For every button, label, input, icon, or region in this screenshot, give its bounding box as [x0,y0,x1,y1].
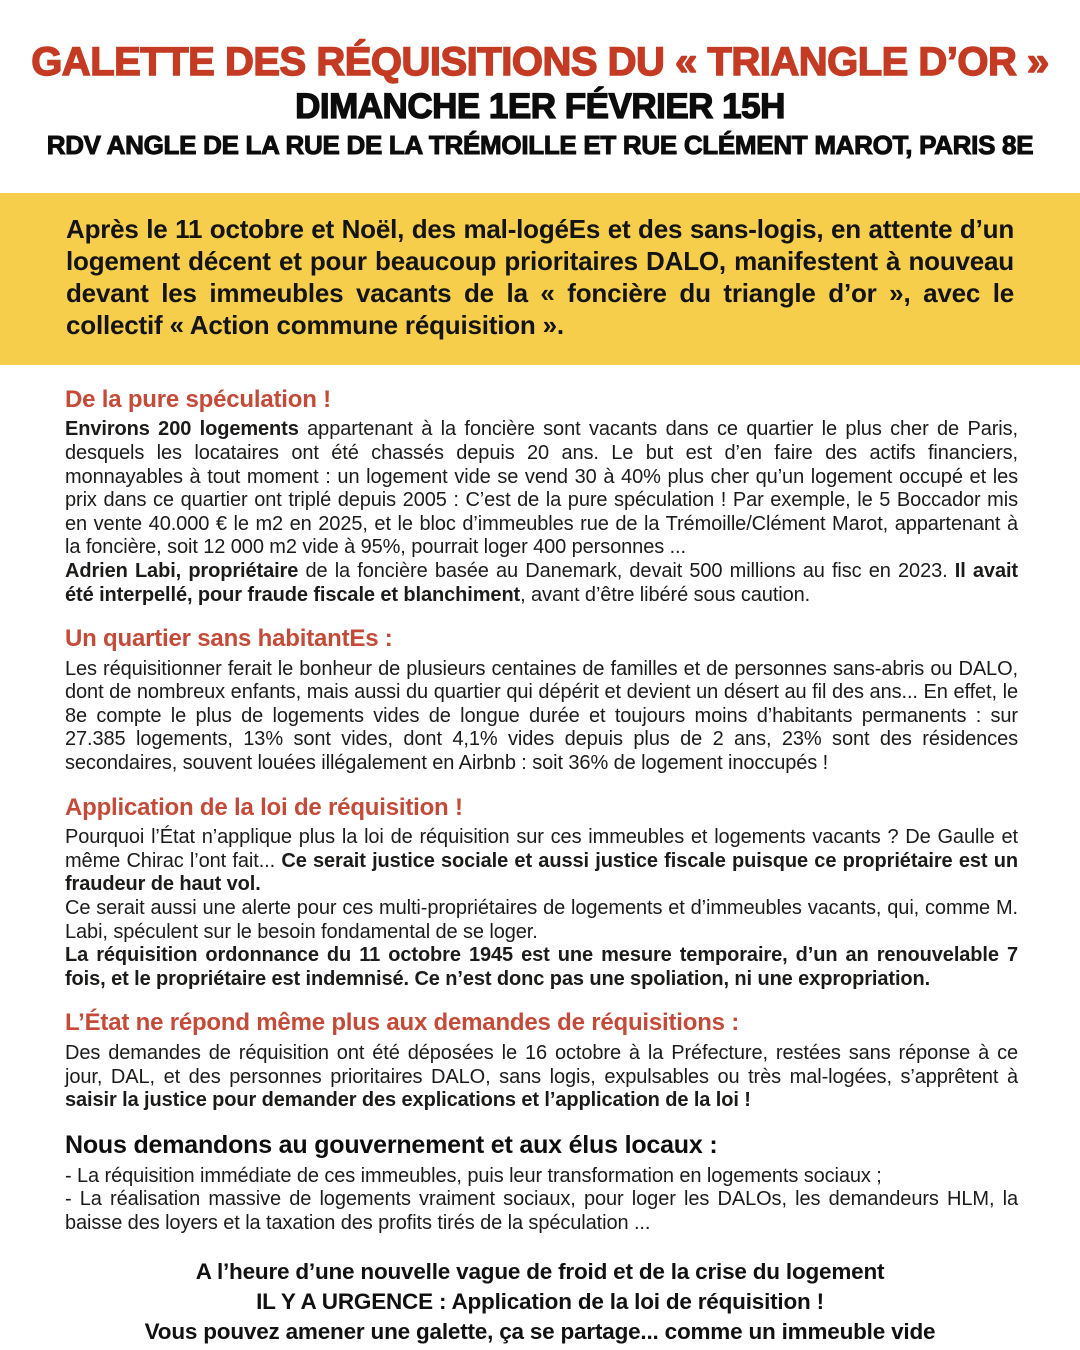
text-run: , avant d’être libéré sous caution. [520,583,811,606]
bold-text-run: saisir la justice pour demander des explications et l’application de la loi ! [65,1089,751,1112]
text-run: - La réquisition immédiate de ces immeubles, puis leur transformation en logements sociaux ; [65,1164,882,1187]
section-heading: Un quartier sans habitantEs : [65,625,393,653]
section-heading: Application de la loi de réquisition ! [65,793,463,821]
text-run: - La réalisation massive de logements vraiment sociaux, pour loger les DALOs, les demandeurs HLM, la baisse des loyers et la taxation des profits tirés de la spéculation ... [65,1188,1018,1234]
intro-banner [0,193,1080,365]
footer-line: A l’heure d’une nouvelle vague de froid et de la crise du logement [195,1259,885,1285]
bold-text-run: La réquisition ordonnance du 11 octobre 1945 est une mesure temporaire, d’un an renouvelable 7 fois, et le propriétaire est indemnisé. Ce n’est donc pas une spoliation, ni une expropriation. [65,944,1018,990]
event-date: DIMANCHE 1ER FÉVRIER 15H [295,86,785,126]
section [65,1009,1018,1112]
bold-text-run: Environs 200 logements [65,418,299,441]
intro-banner-text: Après le 11 octobre et Noël, des mal-logéEs et des sans-logis, en attente d’un logement décent et pour beaucoup prioritaires DALO, manifestent à nouveau devant les immeubles vacants de la « foncière du triangle d’or », avec le collectif « Action commune réquisition ». [66,213,1014,340]
header [0,0,1080,160]
section-heading: De la pure spéculation ! [65,385,331,413]
text-run: de la foncière basée au Danemark, devait 500 millions au fisc en 2023. [298,559,955,582]
paragraph [65,658,1018,776]
footer-line: Vous pouvez amener une galette, ça se partage... comme un immeuble vide [144,1319,936,1345]
meeting-point: RDV ANGLE DE LA RUE DE LA TRÉMOILLE ET RUE CLÉMENT MAROT, PARIS 8E [46,130,1034,161]
section [65,1131,1018,1236]
bold-text-run: Ce serait justice sociale et aussi justice fiscale puisque ce propriétaire est un fraudeur de haut vol. [65,849,1018,896]
text-run: Ce serait aussi une alerte pour ces multi-propriétaires de logements et d’immeubles vacants, qui, comme M. Labi, spéculent sur le besoin fondamental de se loger. [65,897,1018,943]
text-run: appartenant à la foncière sont vacants dans ce quartier le plus cher de Paris, desquels les locataires ont été chassés depuis 20 ans. Le but est d’en faire des actifs financiers, monnayables à tout moment : un logement vide se vend 30 à 40% plus cher qu’un logement occupé et les prix dans ce quartier ont triplé depuis 2005 : C’est de la pure spéculation ! Par exemple, le 5 Boccador mis en vente 40.000 € le m2 en 2025, et le bloc d’immeubles rue de la Trémoille/Clément Marot, appartenant à la foncière, soit 12 000 m2 vide à 95%, pourrait loger 400 personnes ... [65,418,1018,559]
paragraph [65,1188,1018,1235]
paragraph [65,1042,1018,1113]
sections [0,365,1080,1236]
text-run: Des demandes de réquisition ont été déposées le 16 octobre à la Préfecture, restées sans réponse à ce jour, DAL, et des personnes prioritaires DALO, sans logis, expulsables ou très mal-logées, s’apprêtent à [65,1042,1018,1088]
footer [0,1257,1080,1347]
paragraph [65,560,1018,607]
footer-line: IL Y A URGENCE : Application de la loi de réquisition ! [256,1289,824,1315]
paragraph [65,897,1018,944]
section [65,625,1018,776]
text-run: Pourquoi l’État n’applique plus la loi de réquisition sur ces immeubles et logements vacants ? De Gaulle et même Chirac l’ont fait... [65,826,1018,872]
paragraph [65,1165,1018,1189]
section-heading: Nous demandons au gouvernement et aux élus locaux : [65,1130,718,1159]
paragraph [65,944,1018,991]
bold-text-run: Adrien Labi, propriétaire [65,559,299,582]
paragraph [65,826,1018,897]
text-run: Les réquisitionner ferait le bonheur de plusieurs centaines de familles et de personnes sans-abris ou DALO, dont de nombreux enfants, mais aussi du quartier qui dépérit et devient un désert au fil des ans... En effet, le 8e compte le plus de logements vides de longue durée et toujours moins d’habitants permanents : sur 27.385 logements, 13% sont vides, dont 4,1% vides depuis plus de 2 ans, 23% sont des résidences secondaires, souvent louées illégalement en Airbnb : soit 36% de logement inoccupés ! [65,657,1018,775]
section-heading: L’État ne répond même plus aux demandes de réquisitions : [65,1009,740,1037]
page-title: GALETTE DES RÉQUISITIONS DU « TRIANGLE D’OR » [31,40,1049,84]
section [65,386,1018,607]
paragraph [65,418,1018,560]
section [65,794,1018,992]
bold-text-run: Il avait été interpellé, pour fraude fiscale et blanchiment [65,559,1018,606]
